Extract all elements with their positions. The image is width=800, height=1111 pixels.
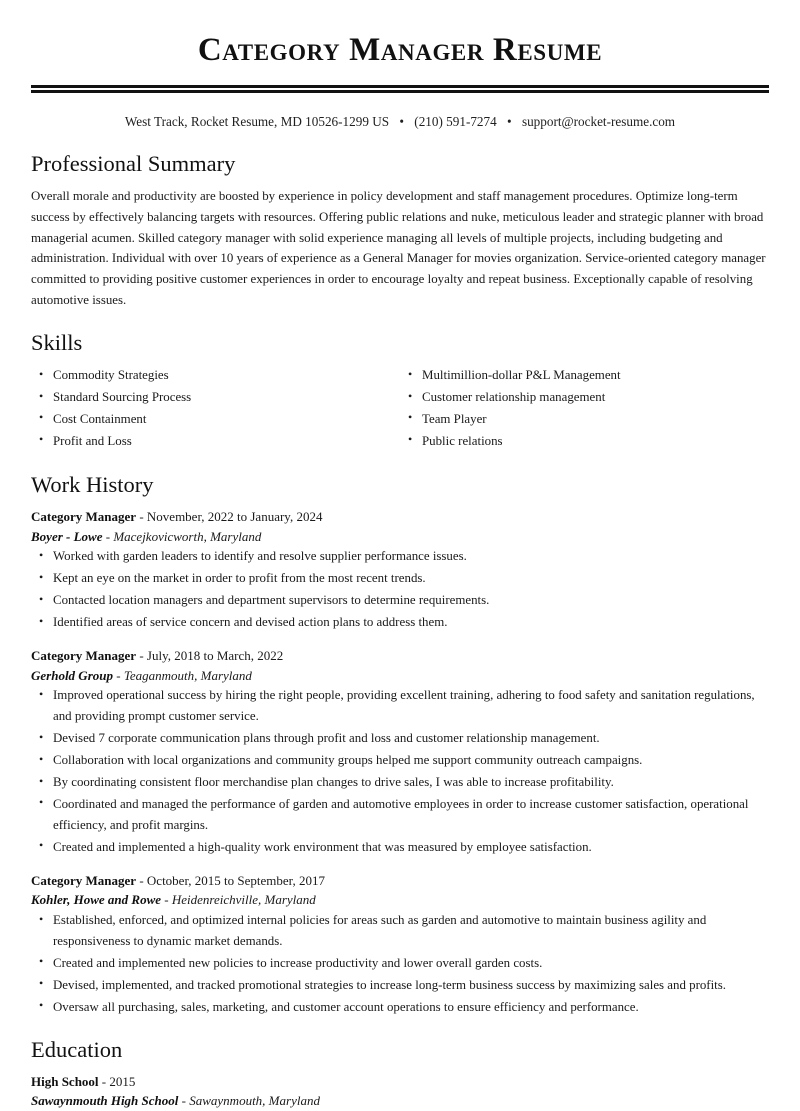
job-separator: - bbox=[113, 667, 124, 683]
list-item: • Customer relationship management bbox=[400, 387, 769, 408]
section-heading-skills: Skills bbox=[31, 330, 83, 356]
skills-list-left bbox=[31, 365, 400, 452]
job-entry bbox=[31, 507, 769, 633]
job-company-line bbox=[31, 666, 769, 686]
page-title: Category Manager Resume bbox=[197, 32, 603, 68]
list-item: • Standard Sourcing Process bbox=[31, 387, 400, 408]
section-heading-summary: Professional Summary bbox=[31, 150, 236, 176]
job-dates: November, 2022 to January, 2024 bbox=[146, 508, 323, 524]
list-item: • Contacted location managers and department supervisors to determine requirements. bbox=[31, 590, 769, 611]
job-title-line bbox=[31, 507, 769, 527]
job-dates: July, 2018 to March, 2022 bbox=[146, 647, 284, 663]
summary-paragraph: Overall morale and productivity are boosted by experience in policy development and staff management procedures. Optimize long-term success by effectively balancing targets with resources. Offering public relations and nuke, meticulous leader and strategic planner with broad managerial acumen. Skilled category manager with solid experience managing all levels of multiple projects, including budgeting and administration. Individual with over 10 years of experience as a General Manager for movies organization. Service-oriented category manager committed to providing positive customer experiences in order to encourage loyalty and repeat business. Exceptionally capable of resolving automotive issues. bbox=[31, 188, 766, 308]
contact-separator-1: • bbox=[399, 114, 404, 130]
job-company: Gerhold Group bbox=[31, 667, 113, 683]
list-item: • Cost Containment bbox=[31, 409, 400, 430]
list-item: • Improved operational success by hiring the right people, providing excellent training, adhering to food safety and sanitation regulations, and providing prompt customer service. bbox=[31, 685, 769, 727]
job-separator: - bbox=[136, 872, 147, 888]
jobs-container bbox=[31, 507, 769, 1018]
job-company-line bbox=[31, 527, 769, 547]
list-item: • Multimillion-dollar P&L Management bbox=[400, 365, 769, 386]
job-separator: - bbox=[136, 647, 147, 663]
job-entry bbox=[31, 646, 769, 858]
education-school-line bbox=[31, 1091, 769, 1111]
list-item: • Collaboration with local organizations and community groups helped me support community outreach campaigns. bbox=[31, 750, 769, 771]
education-separator: - bbox=[98, 1073, 110, 1089]
section-heading-work-history: Work History bbox=[31, 471, 154, 497]
list-item: • Coordinated and managed the performance of garden and automotive employees in order to increase customer satisfaction, operational efficiency, and profit margins. bbox=[31, 794, 769, 836]
job-company: Kohler, Howe and Rowe bbox=[31, 892, 162, 908]
job-company-line bbox=[31, 890, 769, 910]
list-item: • Kept an eye on the market in order to profit from the most recent trends. bbox=[31, 568, 769, 589]
job-separator: - bbox=[161, 892, 172, 908]
list-item: • Commodity Strategies bbox=[31, 365, 400, 386]
contact-email[interactable]: support@rocket-resume.com bbox=[521, 114, 676, 130]
education-separator: - bbox=[178, 1093, 190, 1109]
section-work-history bbox=[31, 471, 769, 1018]
education-location: Sawaynmouth, Maryland bbox=[189, 1093, 320, 1109]
job-entry bbox=[31, 871, 769, 1018]
list-item: • By coordinating consistent floor merchandise plan changes to drive sales, I was able to increase profitability. bbox=[31, 772, 769, 793]
skills-columns bbox=[31, 365, 769, 453]
job-title: Category Manager bbox=[31, 872, 137, 888]
job-bullet-list bbox=[31, 546, 769, 633]
job-company: Boyer - Lowe bbox=[31, 528, 103, 544]
list-item: • Devised, implemented, and tracked promotional strategies to increase long-term business success by maximizing sales and profits. bbox=[31, 975, 769, 996]
contact-separator-2: • bbox=[507, 114, 512, 130]
skills-column-left bbox=[31, 365, 400, 453]
education-year: 2015 bbox=[109, 1073, 136, 1089]
list-item: • Devised 7 corporate communication plans through profit and loss and customer relationship management. bbox=[31, 728, 769, 749]
job-dates: October, 2015 to September, 2017 bbox=[146, 872, 325, 888]
education-degree: High School bbox=[31, 1073, 99, 1089]
list-item: • Worked with garden leaders to identify and resolve supplier performance issues. bbox=[31, 546, 769, 567]
skills-column-right bbox=[400, 365, 769, 453]
education-degree-line bbox=[31, 1072, 769, 1092]
contact-line bbox=[31, 113, 769, 131]
job-location: Teaganmouth, Maryland bbox=[123, 667, 252, 683]
job-title: Category Manager bbox=[31, 647, 137, 663]
list-item: • Oversaw all purchasing, sales, marketing, and customer account operations to ensure efficiency and performance. bbox=[31, 997, 769, 1018]
title-divider bbox=[31, 85, 769, 93]
list-item: • Established, enforced, and optimized internal policies for areas such as garden and automotive to maintain business agility and responsiveness to dynamic market demands. bbox=[31, 910, 769, 952]
job-title: Category Manager bbox=[31, 508, 137, 524]
list-item: • Created and implemented a high-quality work environment that was measured by employee satisfaction. bbox=[31, 837, 769, 858]
education-container bbox=[31, 1072, 769, 1111]
job-title-line bbox=[31, 871, 769, 891]
list-item: • Team Player bbox=[400, 409, 769, 430]
job-location: Macejkovicworth, Maryland bbox=[113, 528, 262, 544]
job-separator: - bbox=[136, 508, 147, 524]
job-bullet-list bbox=[31, 910, 769, 1018]
job-separator: - bbox=[102, 528, 114, 544]
education-school: Sawaynmouth High School bbox=[31, 1093, 179, 1109]
contact-address: West Track, Rocket Resume, MD 10526-1299 US bbox=[124, 114, 390, 130]
education-entry bbox=[31, 1072, 769, 1111]
section-skills bbox=[31, 329, 769, 453]
list-item: • Profit and Loss bbox=[31, 431, 400, 452]
section-heading-education: Education bbox=[31, 1036, 123, 1062]
job-bullet-list bbox=[31, 685, 769, 857]
skills-list-right bbox=[400, 365, 769, 452]
list-item: • Created and implemented new policies to increase productivity and lower overall garden costs. bbox=[31, 953, 769, 974]
list-item: • Public relations bbox=[400, 431, 769, 452]
section-professional-summary bbox=[31, 150, 769, 311]
job-title-line bbox=[31, 646, 769, 666]
job-location: Heidenreichville, Maryland bbox=[171, 892, 316, 908]
list-item: • Identified areas of service concern and devised action plans to address them. bbox=[31, 612, 769, 633]
contact-phone[interactable]: (210) 591-7274 bbox=[414, 114, 497, 130]
section-education bbox=[31, 1036, 769, 1111]
